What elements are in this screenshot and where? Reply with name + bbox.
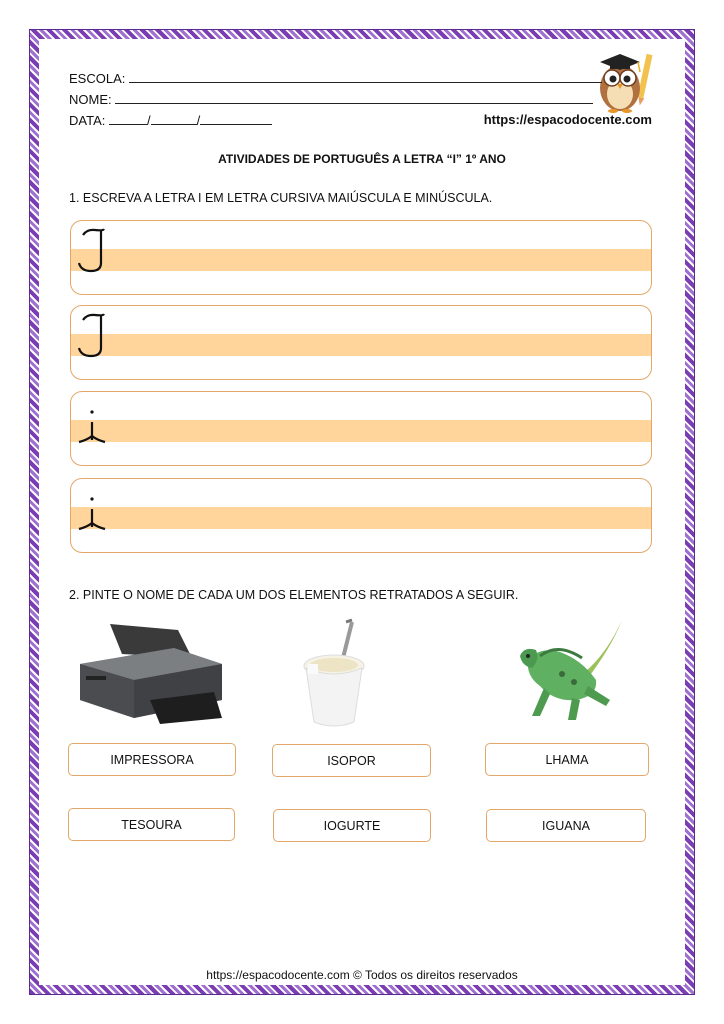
writing-row[interactable] bbox=[70, 305, 652, 380]
escola-line[interactable] bbox=[129, 70, 602, 83]
question-1: 1. ESCREVA A LETRA I EM LETRA CURSIVA MAIÚSCULA E MINÚSCULA. bbox=[69, 191, 493, 205]
nome-label: NOME: bbox=[69, 92, 112, 107]
option-impressora[interactable]: IMPRESSORA bbox=[68, 743, 236, 776]
site-url: https://espacodocente.com bbox=[483, 112, 652, 127]
date-sep: / bbox=[146, 113, 151, 128]
cursive-lowercase-i-icon bbox=[73, 479, 113, 549]
option-iogurte[interactable]: IOGURTE bbox=[273, 809, 431, 842]
cursive-uppercase-i-icon bbox=[73, 306, 113, 376]
nome-line[interactable] bbox=[115, 91, 593, 104]
data-field[interactable] bbox=[69, 112, 272, 128]
yogurt-image bbox=[300, 618, 370, 730]
option-lhama[interactable]: LHAMA bbox=[485, 743, 649, 776]
option-isopor[interactable]: ISOPOR bbox=[272, 744, 431, 777]
writing-row[interactable] bbox=[70, 478, 652, 553]
cursive-uppercase-i-icon bbox=[73, 221, 113, 291]
date-sep: / bbox=[196, 113, 201, 128]
writing-guide-band bbox=[71, 420, 651, 442]
option-tesoura[interactable]: TESOURA bbox=[68, 808, 235, 841]
escola-label: ESCOLA: bbox=[69, 71, 126, 86]
question-2: 2. PINTE O NOME DE CADA UM DOS ELEMENTOS RETRATADOS A SEGUIR. bbox=[69, 588, 519, 602]
escola-field[interactable] bbox=[69, 70, 602, 86]
writing-guide-band bbox=[71, 507, 651, 529]
iguana-image bbox=[510, 616, 630, 728]
year-line[interactable] bbox=[200, 112, 272, 125]
writing-guide-band bbox=[71, 249, 651, 271]
owl-mascot-icon bbox=[594, 46, 656, 114]
writing-guide-band bbox=[71, 334, 651, 356]
month-line[interactable] bbox=[151, 112, 197, 125]
footer-copyright: https://espacodocente.com © Todos os direitos reservados bbox=[206, 968, 518, 982]
nome-field[interactable] bbox=[69, 91, 593, 107]
printer-image bbox=[74, 618, 226, 726]
writing-row[interactable] bbox=[70, 391, 652, 466]
writing-row[interactable] bbox=[70, 220, 652, 295]
data-label: DATA: bbox=[69, 113, 106, 128]
cursive-lowercase-i-icon bbox=[73, 392, 113, 462]
option-iguana[interactable]: IGUANA bbox=[486, 809, 646, 842]
day-line[interactable] bbox=[109, 112, 147, 125]
page-title: ATIVIDADES DE PORTUGUÊS A LETRA “I” 1º ANO bbox=[218, 152, 506, 166]
